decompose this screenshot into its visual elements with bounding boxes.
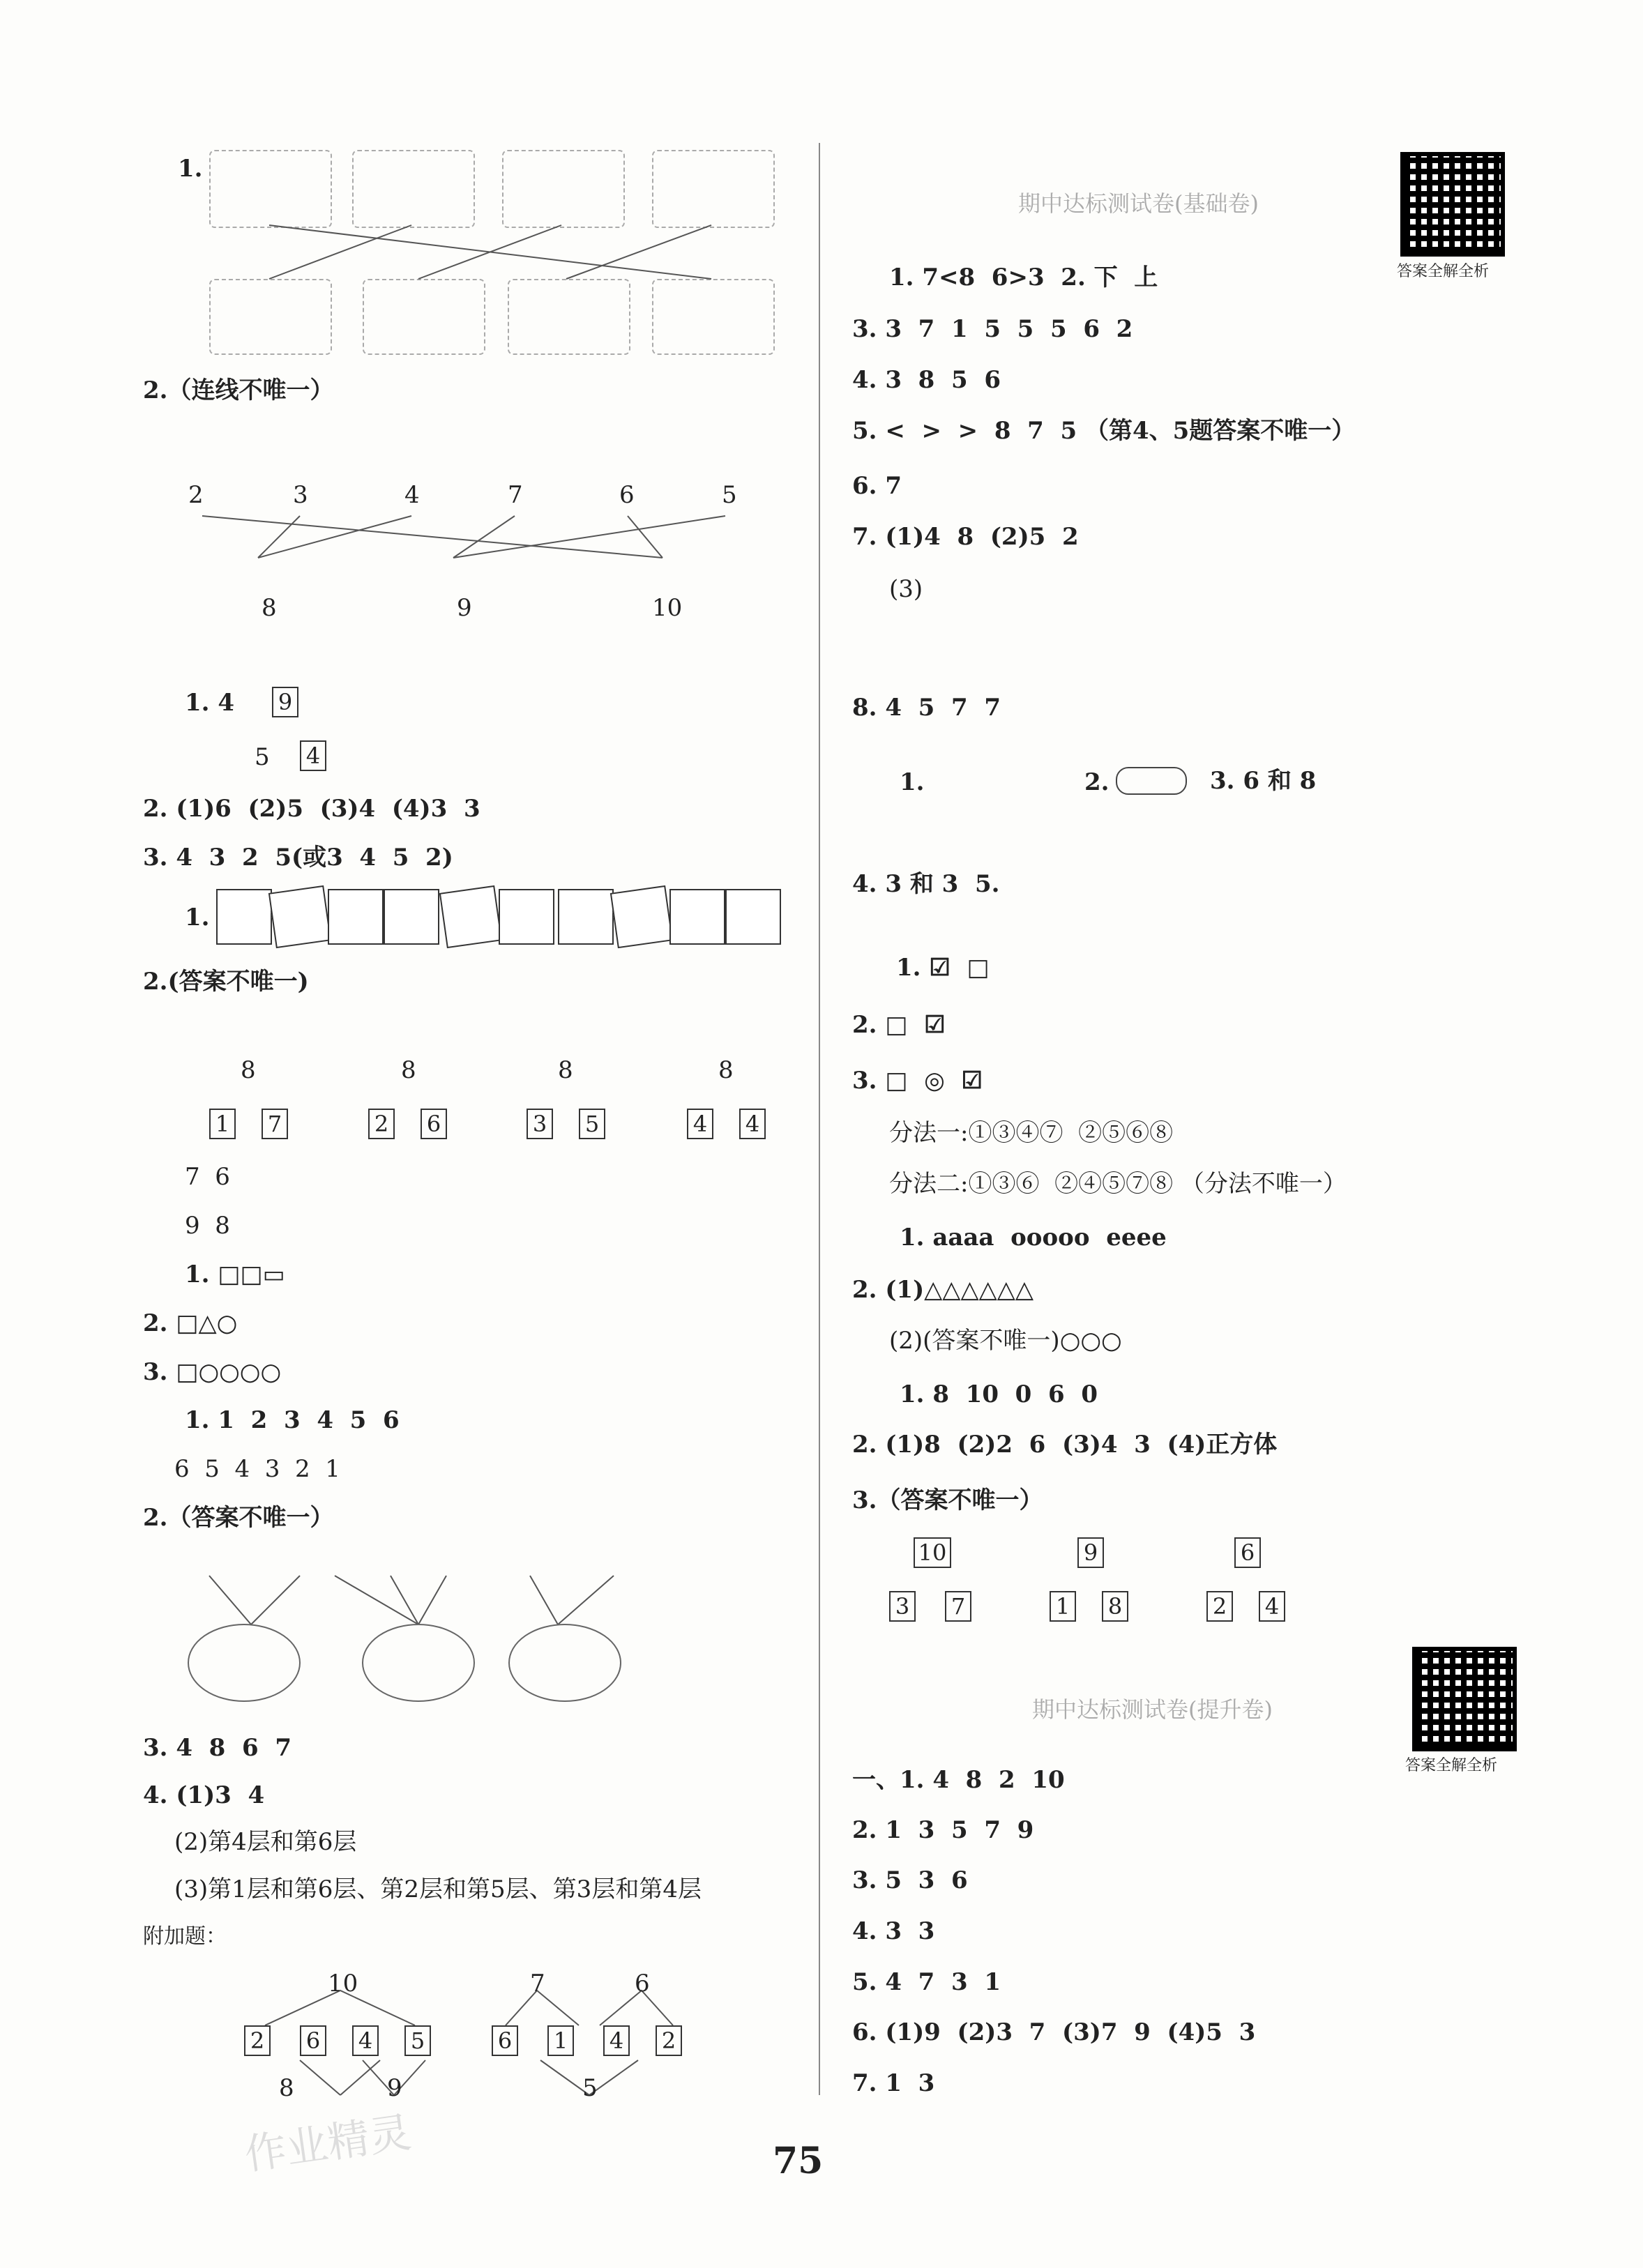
qr-code-icon [1400, 152, 1505, 257]
answer-line: 9 8 [185, 1212, 230, 1240]
answer-line: 7. 1 3 [852, 2069, 935, 2097]
rabbit-number: 2 [188, 481, 204, 509]
answer-line: 7. (1)4 8 (2)5 2 [852, 523, 1079, 551]
answer-box: 2 [244, 2025, 271, 2056]
rabbit-number: 4 [404, 481, 420, 509]
answer-box: 4 [352, 2025, 379, 2056]
answer-box: 6 [1234, 1537, 1261, 1568]
answer-box: 4 [739, 1109, 766, 1139]
answer-box: 9 [1077, 1537, 1104, 1568]
answer-line: 1. aaaa ooooo eeee [900, 1224, 1167, 1251]
answer-box: 2 [656, 2025, 682, 2056]
rabbit-number: 3 [293, 481, 308, 509]
answer-box: 4 [687, 1109, 713, 1139]
die [384, 889, 439, 945]
answer-line: 5. < > > 8 7 5 （第4、5题答案不唯一） [852, 417, 1356, 445]
answer-box: 5 [579, 1109, 605, 1139]
answer-line: 3. □ ◎ ☑ [852, 1067, 983, 1095]
tree-top: 6 [635, 1970, 650, 1997]
answer-box: 7 [262, 1109, 288, 1139]
answer-box: 3 [527, 1109, 553, 1139]
answer-box: 4 [603, 2025, 630, 2056]
answer-line: 1. ☑ □ [896, 954, 990, 982]
answer-box: 4 [1259, 1591, 1285, 1622]
answer-box: 5 [404, 2025, 431, 2056]
total-number: 8 [558, 1056, 573, 1084]
answer-line: 4. 3 和 3 5. [852, 870, 1000, 898]
answer-line: 3.（答案不唯一） [852, 1486, 1043, 1514]
die [610, 885, 673, 948]
die [328, 889, 384, 945]
tree-top: 10 [328, 1970, 358, 1997]
q1-label: 1. [178, 155, 203, 183]
answer-line: 3. 6 和 8 [1210, 767, 1317, 795]
answer-line: 3. □○○○○ [143, 1358, 282, 1386]
answer-line: 4. 3 3 [852, 1917, 935, 1945]
section-header: 期中达标测试卷(基础卷) [1018, 190, 1259, 217]
dice-label: 1. [185, 904, 210, 931]
die [669, 889, 725, 945]
rabbit-number: 5 [722, 481, 737, 509]
die [439, 885, 502, 948]
answer-line: 6. (1)9 (2)3 7 (3)7 9 (4)5 3 [852, 2018, 1256, 2046]
answer-line: 7 6 [185, 1163, 230, 1191]
answer-line: (2)第4层和第6层 [174, 1828, 357, 1856]
mushroom-number: 9 [457, 594, 472, 622]
rabbit-number: 6 [619, 481, 635, 509]
page-number: 75 [773, 2140, 824, 2182]
tree-bottom: 9 [387, 2074, 402, 2102]
answer-line: 2.(答案不唯一) [143, 968, 309, 996]
answer-box: 6 [492, 2025, 518, 2056]
cylinder-icon [1116, 767, 1187, 795]
answer-line: 1. □□▭ [185, 1261, 285, 1288]
rabbit-number: 7 [508, 481, 523, 509]
answer-box: 2 [368, 1109, 395, 1139]
tree-bottom: 5 [582, 2074, 598, 2102]
answer-line: (3)第1层和第6层、第2层和第5层、第3层和第4层 [174, 1875, 702, 1903]
answer-box: 9 [272, 687, 298, 717]
answer-line: 一、1. 4 8 2 10 [852, 1766, 1065, 1794]
die [558, 889, 614, 945]
answer-box: 6 [300, 2025, 326, 2056]
answer-box: 8 [1102, 1591, 1128, 1622]
tree-bottom: 8 [279, 2074, 294, 2102]
answer-line: 5 [255, 743, 270, 771]
answer-box: 10 [914, 1537, 951, 1568]
answer-box: 1 [1050, 1591, 1076, 1622]
section-header: 期中达标测试卷(提升卷) [1032, 1696, 1273, 1723]
qr-caption: 答案全解全析 [1405, 1757, 1498, 1774]
qr-code-icon [1412, 1647, 1517, 1751]
total-number: 8 [401, 1056, 416, 1084]
answer-box: 3 [889, 1591, 916, 1622]
answer-box: 6 [421, 1109, 447, 1139]
column-divider [819, 143, 820, 2095]
answer-line: 1. 4 [185, 689, 234, 717]
tree-top: 7 [530, 1970, 545, 1997]
answer-line: 3. 5 3 6 [852, 1866, 968, 1894]
answer-line: 5. 4 7 3 1 [852, 1968, 1001, 1996]
answer-line: 1. 7<8 6>3 2. 下 上 [889, 264, 1158, 291]
answer-line: (2)(答案不唯一)○○○ [889, 1327, 1122, 1355]
answer-line: 分法一:①③④⑦ ②⑤⑥⑧ [889, 1119, 1174, 1147]
answer-line: (3) [889, 575, 923, 603]
answer-line: 6. 7 [852, 472, 902, 500]
mushroom-number: 10 [652, 594, 683, 622]
answer-line: 1. 1 2 3 4 5 6 [185, 1406, 400, 1434]
answer-line: 2. □ ☑ [852, 1011, 946, 1039]
die [725, 889, 781, 945]
answer-line: 1. 8 10 0 6 0 [900, 1380, 1098, 1408]
mushroom-number: 8 [262, 594, 277, 622]
answer-line: 2. (1)6 (2)5 (3)4 (4)3 3 [143, 795, 480, 823]
answer-line: 2. [1084, 768, 1110, 796]
answer-line: 6 5 4 3 2 1 [174, 1455, 340, 1483]
q2-label: 2.（连线不唯一） [143, 376, 334, 404]
answer-line: 2. 1 3 5 7 9 [852, 1816, 1034, 1844]
die [268, 885, 331, 948]
answer-box: 2 [1206, 1591, 1233, 1622]
watermark: 作业精灵 [241, 2108, 414, 2180]
die [216, 889, 272, 945]
answer-line: 8. 4 5 7 7 [852, 694, 1001, 722]
answer-line: 3. 3 7 1 5 5 5 6 2 [852, 315, 1133, 343]
answer-line: 1. [900, 768, 925, 796]
answer-line: 4. 3 8 5 6 [852, 366, 1001, 394]
answer-line: 2. (1)8 (2)2 6 (3)4 3 (4)正方体 [852, 1431, 1278, 1459]
answer-box: 1 [547, 2025, 574, 2056]
answer-line: 3. 4 8 6 7 [143, 1734, 292, 1762]
answer-box: 4 [300, 740, 326, 771]
answer-line: 2. □△○ [143, 1309, 238, 1337]
answer-line: 分法二:①③⑥ ②④⑤⑦⑧ （分法不唯一） [889, 1170, 1347, 1198]
bonus-label: 附加题： [143, 1924, 227, 1949]
total-number: 8 [241, 1056, 256, 1084]
answer-line: 4. (1)3 4 [143, 1781, 265, 1809]
answer-line: 2. (1)△△△△△△ [852, 1276, 1034, 1304]
answer-line: 2.（答案不唯一） [143, 1504, 334, 1532]
total-number: 8 [718, 1056, 734, 1084]
answer-line: 3. 4 3 2 5(或3 4 5 2) [143, 844, 453, 872]
answer-box: 1 [209, 1109, 236, 1139]
die [499, 889, 554, 945]
answer-box: 7 [945, 1591, 971, 1622]
qr-caption: 答案全解全析 [1397, 263, 1490, 280]
